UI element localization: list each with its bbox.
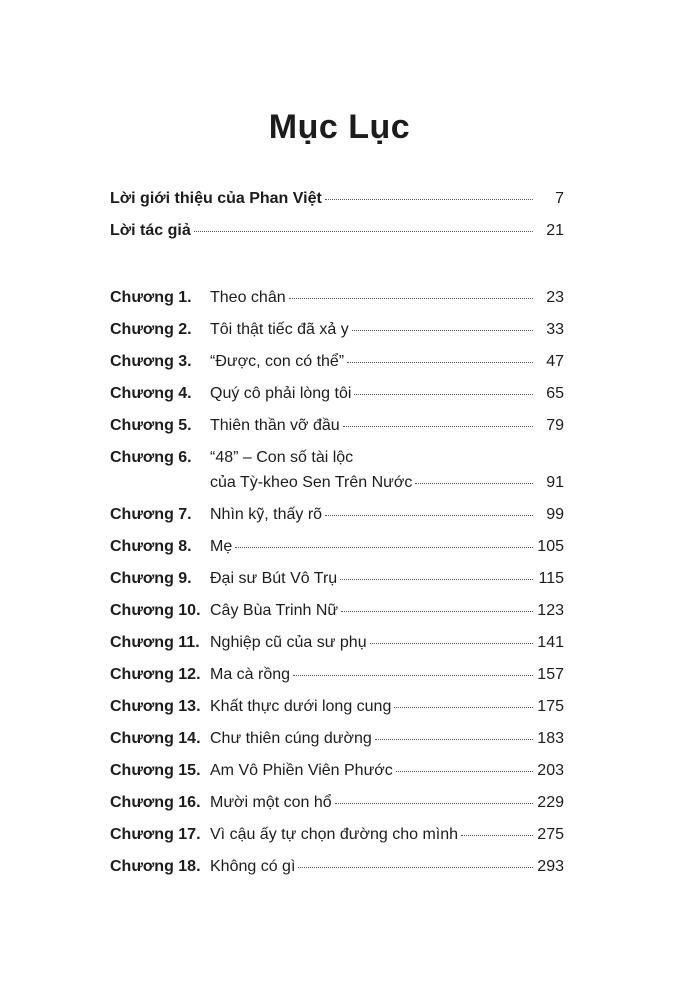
chapter-entry	[110, 349, 564, 374]
dot-leader	[461, 835, 533, 836]
chapter-title: Nhìn kỹ, thấy rõ	[210, 506, 323, 523]
front-matter-list	[110, 190, 564, 254]
chapter-title: Mười một con hổ	[210, 794, 332, 811]
chapter-entry	[110, 598, 564, 623]
dot-leader	[352, 330, 533, 331]
dot-leader	[289, 298, 533, 299]
chapter-entry	[110, 694, 564, 719]
chapter-number: Chương 10.	[110, 602, 201, 619]
dot-leader	[370, 643, 533, 644]
chapter-title: Không có gì	[210, 858, 296, 875]
page-number: 123	[537, 602, 564, 619]
chapter-number: Chương 11.	[110, 634, 200, 651]
page-number: 99	[546, 506, 564, 523]
page-number: 293	[537, 858, 564, 875]
page-number: 79	[546, 417, 564, 434]
chapter-entry	[110, 566, 564, 591]
page-number: 65	[546, 385, 564, 402]
page-number: 203	[537, 762, 564, 779]
chapter-title: Mẹ	[210, 538, 233, 555]
dot-leader	[343, 426, 533, 427]
chapter-entry	[110, 413, 564, 438]
entry-title: Lời tác giả	[110, 222, 191, 239]
dot-leader	[354, 394, 533, 395]
chapter-number: Chương 15.	[110, 762, 201, 779]
chapter-entry	[110, 534, 564, 559]
dot-leader	[235, 547, 533, 548]
page-number: 115	[538, 570, 564, 587]
chapter-entry	[110, 502, 564, 527]
dot-leader	[325, 515, 533, 516]
page-number: 33	[546, 321, 564, 338]
chapter-number: Chương 18.	[110, 858, 201, 875]
chapter-entry	[110, 854, 564, 879]
page-number: 7	[555, 190, 564, 207]
chapter-title: Khất thực dưới long cung	[210, 698, 392, 715]
chapter-number: Chương 17.	[110, 826, 201, 843]
chapter-number: Chương 16.	[110, 794, 201, 811]
chapter-entry	[110, 662, 564, 687]
dot-leader	[347, 362, 533, 363]
page-number: 157	[537, 666, 564, 683]
chapter-title: Chư thiên cúng dường	[210, 730, 372, 747]
chapter-number: Chương 12.	[110, 666, 201, 683]
chapter-number: Chương 6.	[110, 449, 192, 466]
chapter-title: Thiên thần vỡ đầu	[210, 417, 340, 434]
toc-entry	[110, 222, 564, 254]
chapter-number: Chương 8.	[110, 538, 192, 555]
chapter-title: Vì cậu ấy tự chọn đường cho mình	[210, 826, 459, 843]
chapter-entry	[110, 790, 564, 815]
chapter-title: Nghiệp cũ của sư phụ	[210, 634, 367, 651]
dot-leader	[335, 803, 533, 804]
chapter-entry	[110, 630, 564, 655]
chapter-entry	[110, 285, 564, 310]
chapter-number: Chương 7.	[110, 506, 192, 523]
chapter-title: “48” – Con số tài lộc	[210, 449, 354, 466]
page-number: 21	[546, 222, 564, 239]
chapter-title: Cây Bùa Trinh Nữ	[210, 602, 339, 619]
dot-leader	[341, 611, 533, 612]
chapter-title: Theo chân	[210, 289, 286, 306]
chapter-title: Đại sư Bút Vô Trụ	[210, 570, 338, 587]
toc-title: Mục Lục	[268, 108, 411, 146]
chapter-entry	[110, 726, 564, 751]
chapter-number: Chương 2.	[110, 321, 192, 338]
page-number: 141	[537, 634, 564, 651]
dot-leader	[293, 675, 533, 676]
chapter-title: “Được, con có thể”	[210, 353, 345, 370]
page-number: 47	[546, 353, 564, 370]
chapter-number: Chương 4.	[110, 385, 192, 402]
page-number: 175	[537, 698, 564, 715]
chapter-title-continued: của Tỳ-kheo Sen Trên Nước	[210, 474, 413, 491]
page-number: 229	[537, 794, 564, 811]
chapter-entry	[110, 317, 564, 342]
page-number: 183	[537, 730, 564, 747]
chapter-number: Chương 1.	[110, 289, 192, 306]
dot-leader	[415, 483, 533, 484]
page-number: 91	[546, 474, 564, 491]
chapter-number: Chương 14.	[110, 730, 201, 747]
page-number: 275	[537, 826, 564, 843]
dot-leader	[194, 231, 533, 232]
entry-title: Lời giới thiệu của Phan Việt	[110, 190, 322, 207]
toc-entry	[110, 190, 564, 222]
chapter-number: Chương 5.	[110, 417, 192, 434]
chapter-number: Chương 9.	[110, 570, 192, 587]
chapter-list	[110, 285, 564, 886]
chapter-number: Chương 3.	[110, 353, 192, 370]
dot-leader	[396, 771, 533, 772]
chapter-entry	[110, 381, 564, 406]
chapter-entry	[110, 758, 564, 783]
page-number: 23	[546, 289, 564, 306]
chapter-entry	[110, 822, 564, 847]
dot-leader	[298, 867, 533, 868]
dot-leader	[325, 199, 533, 200]
dot-leader	[375, 739, 533, 740]
dot-leader	[340, 579, 533, 580]
chapter-number: Chương 13.	[110, 698, 201, 715]
chapter-entry	[110, 445, 564, 495]
page-number: 105	[537, 538, 564, 555]
chapter-title: Am Vô Phiền Viên Phước	[210, 762, 393, 779]
chapter-title: Tôi thật tiếc đã xả y	[210, 321, 349, 338]
chapter-title: Ma cà rồng	[210, 666, 291, 683]
chapter-title: Quý cô phải lòng tôi	[210, 385, 352, 402]
dot-leader	[394, 707, 533, 708]
